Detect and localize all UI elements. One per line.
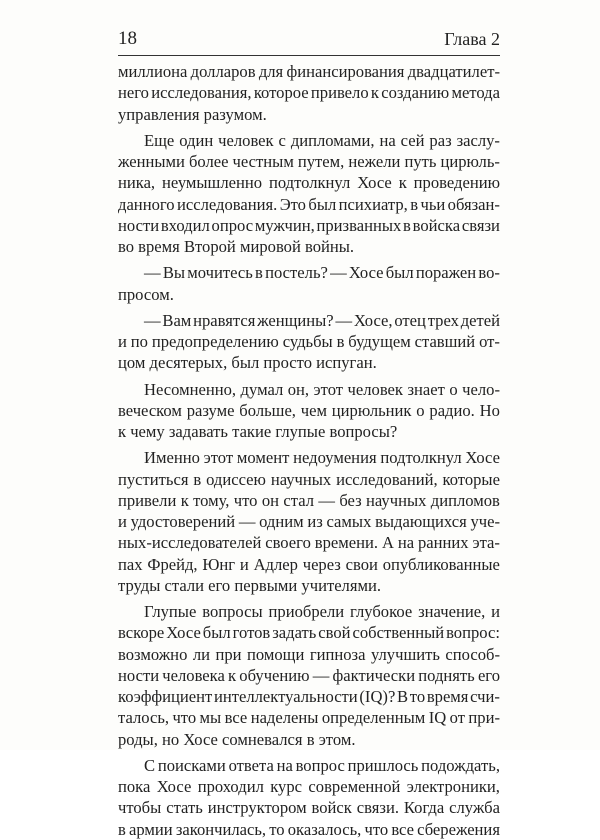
word: на bbox=[379, 130, 396, 150]
word: IQ bbox=[428, 708, 447, 728]
text-line bbox=[118, 819, 500, 840]
word: опрос bbox=[211, 215, 254, 235]
text-line bbox=[118, 379, 500, 400]
word: Хосе bbox=[465, 448, 500, 468]
word: самых bbox=[326, 512, 372, 531]
word: время bbox=[426, 687, 469, 706]
word: ности bbox=[118, 215, 160, 235]
word: исследования. bbox=[176, 194, 278, 214]
text-line bbox=[118, 554, 500, 575]
word: все bbox=[391, 819, 414, 839]
word: — bbox=[144, 263, 161, 283]
word: Хосе bbox=[357, 173, 392, 193]
word: призванных bbox=[316, 215, 402, 235]
word: без bbox=[339, 490, 362, 510]
word: отец bbox=[394, 310, 426, 330]
word: Фрейд, bbox=[147, 554, 198, 574]
word: Когда bbox=[403, 798, 445, 818]
text-line bbox=[118, 511, 500, 532]
word: входил bbox=[160, 215, 210, 235]
word: человек bbox=[218, 130, 274, 150]
word: оказалось, bbox=[287, 819, 362, 839]
word: обучению bbox=[239, 665, 310, 685]
text-line bbox=[118, 130, 500, 151]
word: привело bbox=[310, 83, 369, 103]
word: человека bbox=[162, 665, 225, 685]
word: ли bbox=[192, 644, 211, 664]
word: человек bbox=[347, 379, 403, 399]
word: Хосе bbox=[156, 777, 192, 796]
word: исследования, bbox=[151, 83, 252, 103]
word: детей bbox=[460, 310, 500, 330]
word: для bbox=[258, 62, 284, 81]
word: своего bbox=[265, 533, 311, 553]
word: научных bbox=[270, 469, 332, 489]
word: Еще bbox=[144, 130, 175, 150]
word: думал bbox=[240, 379, 284, 399]
word: в bbox=[403, 215, 411, 235]
word: судьбы bbox=[282, 332, 333, 351]
word: инструктором bbox=[207, 798, 307, 818]
word: (IQ)? bbox=[359, 687, 396, 706]
word: одиссею bbox=[206, 469, 266, 489]
word: данного bbox=[118, 194, 175, 214]
page-number: 18 bbox=[118, 28, 137, 49]
word: А bbox=[381, 533, 394, 553]
word: мочитесь bbox=[187, 263, 253, 283]
word: Именно bbox=[144, 448, 200, 468]
word: Но bbox=[479, 400, 500, 420]
word: времени. bbox=[314, 533, 379, 553]
word: мы bbox=[199, 708, 222, 728]
word: выдающихся bbox=[375, 512, 467, 531]
word: к bbox=[180, 490, 189, 510]
word: пришлось bbox=[347, 755, 419, 775]
word: вскоре bbox=[118, 623, 165, 643]
word: вопрос bbox=[295, 755, 345, 775]
word: то bbox=[409, 687, 426, 706]
word: талось, bbox=[118, 708, 170, 728]
word: долларов bbox=[190, 62, 256, 81]
word: дипломов bbox=[430, 490, 500, 510]
word: чем bbox=[300, 400, 327, 420]
text-line bbox=[118, 310, 500, 331]
word: во- bbox=[478, 263, 500, 283]
word: ранних bbox=[417, 533, 469, 553]
word: пока bbox=[118, 777, 151, 796]
word: помощи bbox=[247, 644, 305, 664]
text-line: труды стали его первыми учителями. bbox=[118, 575, 382, 595]
word: стал bbox=[283, 490, 314, 510]
word: в bbox=[410, 194, 419, 214]
text-line bbox=[118, 622, 500, 643]
word: мужчин, bbox=[254, 215, 315, 235]
word: — bbox=[335, 310, 353, 330]
word: двадцатилет- bbox=[407, 62, 500, 81]
text-line bbox=[118, 644, 500, 665]
word: сей bbox=[400, 130, 425, 150]
word: глубокое bbox=[350, 602, 413, 621]
word: — bbox=[144, 310, 161, 330]
word: и bbox=[491, 602, 500, 621]
text-line bbox=[118, 82, 500, 103]
word: способ- bbox=[445, 644, 500, 664]
text-line bbox=[118, 469, 500, 490]
word: служба bbox=[449, 798, 500, 818]
text-line bbox=[118, 601, 500, 622]
word: — bbox=[238, 512, 256, 531]
word: Глупые bbox=[144, 602, 197, 621]
text-line bbox=[118, 490, 500, 511]
word: обязан- bbox=[447, 194, 500, 214]
word: — bbox=[330, 263, 347, 283]
word: при- bbox=[468, 708, 500, 728]
word: связи. bbox=[356, 798, 399, 818]
word: предопределению bbox=[151, 332, 279, 351]
word: гипноза bbox=[309, 644, 366, 664]
running-header bbox=[118, 28, 500, 52]
word: то bbox=[269, 819, 285, 839]
word: с bbox=[278, 130, 286, 150]
word: к bbox=[398, 173, 407, 193]
word: значение, bbox=[418, 602, 486, 621]
word: знает bbox=[407, 379, 445, 399]
paragraph bbox=[118, 262, 500, 305]
word: задать bbox=[272, 623, 317, 643]
word: при bbox=[215, 644, 242, 664]
text-line bbox=[118, 686, 500, 707]
word: тому, bbox=[193, 490, 230, 510]
word: поражен bbox=[415, 263, 477, 283]
text-line: к чему задавать такие глупые вопросы? bbox=[118, 422, 398, 441]
word: путь bbox=[404, 152, 437, 171]
word: вопросы bbox=[202, 602, 263, 621]
word: вопрос: bbox=[446, 623, 500, 643]
word: подождать, bbox=[421, 755, 500, 775]
word: постель? bbox=[265, 263, 328, 283]
word: недоумения bbox=[293, 448, 377, 468]
word: Юнг bbox=[202, 554, 236, 574]
word: ных-исследователей bbox=[118, 533, 262, 553]
word: веческом bbox=[118, 400, 182, 420]
word: электроники, bbox=[406, 777, 500, 796]
word: больше, bbox=[239, 400, 296, 420]
text-line bbox=[118, 151, 500, 172]
word: что bbox=[364, 819, 389, 839]
word: связи bbox=[461, 215, 500, 235]
word: которое bbox=[253, 83, 309, 103]
word: трех bbox=[427, 310, 459, 330]
word: армии bbox=[128, 819, 173, 839]
word: о bbox=[416, 400, 425, 420]
paragraph bbox=[118, 601, 500, 750]
word: улучшить bbox=[370, 644, 440, 664]
word: неумышленно bbox=[162, 173, 263, 193]
word: Вам bbox=[162, 310, 192, 330]
word: готов bbox=[232, 623, 271, 643]
word: в bbox=[193, 469, 202, 489]
text-line: во время Второй мировой войны. bbox=[118, 237, 355, 256]
word: войск bbox=[311, 798, 352, 818]
word: от bbox=[449, 708, 465, 728]
word: собственный bbox=[352, 623, 445, 643]
word: интеллектуальности bbox=[213, 687, 358, 706]
paragraph bbox=[118, 379, 500, 443]
word: от- bbox=[479, 332, 500, 351]
word: в bbox=[336, 332, 345, 351]
word: Адлер bbox=[253, 554, 298, 574]
word: проведению bbox=[413, 173, 500, 193]
word: коэффициент bbox=[118, 687, 213, 706]
text-line bbox=[118, 776, 500, 797]
word: — bbox=[318, 490, 335, 510]
paragraph bbox=[118, 755, 500, 840]
word: миллиона bbox=[118, 62, 188, 81]
word: был bbox=[308, 194, 337, 214]
text-line bbox=[118, 194, 500, 215]
word: стать bbox=[166, 798, 203, 818]
word: разуме bbox=[186, 400, 235, 420]
word: поисками bbox=[157, 755, 226, 775]
word: созданию bbox=[381, 83, 450, 103]
text-line bbox=[118, 665, 500, 686]
word: эта- bbox=[472, 533, 500, 553]
word: чтобы bbox=[118, 798, 162, 818]
word: Хосе bbox=[166, 623, 201, 643]
word: пуститься bbox=[118, 469, 189, 489]
word: через bbox=[302, 554, 341, 574]
word: современной bbox=[308, 777, 401, 796]
word: будущем bbox=[348, 332, 411, 351]
word: что bbox=[233, 490, 258, 510]
word: один bbox=[179, 130, 214, 150]
word: его bbox=[477, 665, 500, 685]
text-line bbox=[118, 262, 500, 283]
word: психиатр, bbox=[338, 194, 408, 214]
chapter-title: Глава 2 bbox=[444, 29, 500, 49]
word: дипломами, bbox=[290, 130, 375, 150]
text-line bbox=[118, 172, 500, 193]
text-line: управления разумом. bbox=[118, 104, 267, 124]
body-text bbox=[118, 61, 500, 840]
word: в bbox=[255, 263, 263, 283]
word: него bbox=[118, 83, 149, 103]
word: что bbox=[172, 708, 197, 728]
text-line bbox=[118, 331, 500, 352]
word: на bbox=[276, 755, 293, 775]
word: более bbox=[188, 152, 229, 171]
word: войска bbox=[412, 215, 461, 235]
text-line: цом десятерых, был просто испуган. bbox=[118, 353, 377, 373]
word: научных bbox=[366, 490, 427, 510]
word: Это bbox=[279, 194, 306, 214]
word: Вы bbox=[162, 263, 186, 283]
word: момент bbox=[236, 448, 290, 468]
word: он, bbox=[287, 379, 310, 399]
word: сбережения bbox=[417, 819, 500, 839]
word: возможно bbox=[118, 644, 188, 664]
word: радио. bbox=[429, 400, 475, 420]
word: — bbox=[312, 665, 330, 685]
word: чело- bbox=[462, 379, 500, 399]
word: и bbox=[239, 554, 249, 574]
word: заслу- bbox=[456, 130, 500, 150]
word: счи- bbox=[470, 687, 500, 706]
word: к bbox=[228, 665, 237, 685]
word: чьи bbox=[420, 194, 446, 214]
word: из bbox=[307, 512, 323, 531]
text-line bbox=[118, 532, 500, 553]
word: женщины? bbox=[257, 310, 334, 330]
word: наделены bbox=[250, 708, 319, 728]
text-line bbox=[118, 447, 500, 468]
word: путем, bbox=[297, 152, 345, 171]
word: которые bbox=[442, 469, 500, 489]
word: цирюль- bbox=[440, 152, 500, 171]
text-line bbox=[118, 797, 500, 818]
word: был bbox=[202, 623, 231, 643]
word: опубликованные bbox=[382, 554, 500, 574]
word: он bbox=[261, 490, 280, 510]
header-rule bbox=[118, 55, 500, 56]
paragraph bbox=[118, 447, 500, 596]
text-line: роды, но Хосе сомневался в этом. bbox=[118, 729, 356, 749]
word: подтолкнул bbox=[268, 173, 351, 193]
text-line: просом. bbox=[118, 284, 174, 304]
word: ставший bbox=[414, 332, 476, 351]
word: ности bbox=[118, 665, 160, 685]
word: и bbox=[118, 512, 127, 531]
word: свой bbox=[318, 623, 351, 643]
word: ответа bbox=[228, 755, 274, 775]
text-line bbox=[118, 400, 500, 421]
word: нравятся bbox=[193, 310, 256, 330]
word: честным bbox=[232, 152, 294, 171]
word: на bbox=[397, 533, 415, 553]
word: Несомненно, bbox=[144, 379, 237, 399]
word: и bbox=[118, 332, 127, 351]
text-line bbox=[118, 707, 500, 728]
word: удостоверений bbox=[130, 512, 236, 531]
word: этот bbox=[203, 448, 234, 468]
word: по bbox=[130, 332, 148, 351]
word: поднять bbox=[418, 665, 475, 685]
word: подтолкнул bbox=[380, 448, 462, 468]
word: женными bbox=[118, 152, 185, 171]
word: Хосе bbox=[348, 263, 384, 283]
word: раз bbox=[429, 130, 452, 150]
word: фактически bbox=[332, 665, 416, 685]
word: финансирования bbox=[286, 62, 405, 81]
word: определенным bbox=[321, 708, 426, 728]
word: этот bbox=[313, 379, 344, 399]
word: о bbox=[449, 379, 458, 399]
word: в bbox=[118, 819, 126, 839]
word: пах bbox=[118, 554, 143, 574]
word: нежели bbox=[348, 152, 401, 171]
word: был bbox=[385, 263, 414, 283]
word: курс bbox=[270, 777, 303, 796]
word: свои bbox=[345, 554, 378, 574]
paragraph bbox=[118, 310, 500, 374]
text-line bbox=[118, 755, 500, 776]
text-line bbox=[118, 61, 500, 82]
word: приобрели bbox=[268, 602, 345, 621]
word: В bbox=[397, 687, 409, 706]
word: метода bbox=[451, 83, 500, 103]
paragraph bbox=[118, 61, 500, 125]
word: все bbox=[224, 708, 248, 728]
word: уче- bbox=[470, 512, 500, 531]
word: ника, bbox=[118, 173, 156, 193]
word: цирюльник bbox=[331, 400, 412, 420]
word: исследований, bbox=[336, 469, 438, 489]
word: к bbox=[370, 83, 379, 103]
text-line bbox=[118, 215, 500, 236]
word: Хосе, bbox=[353, 310, 393, 330]
word: одним bbox=[259, 512, 304, 531]
word: С bbox=[144, 755, 156, 775]
word: проходил bbox=[197, 777, 264, 796]
paragraph bbox=[118, 130, 500, 258]
word: привели bbox=[118, 490, 177, 510]
word: закончилась, bbox=[175, 819, 267, 839]
